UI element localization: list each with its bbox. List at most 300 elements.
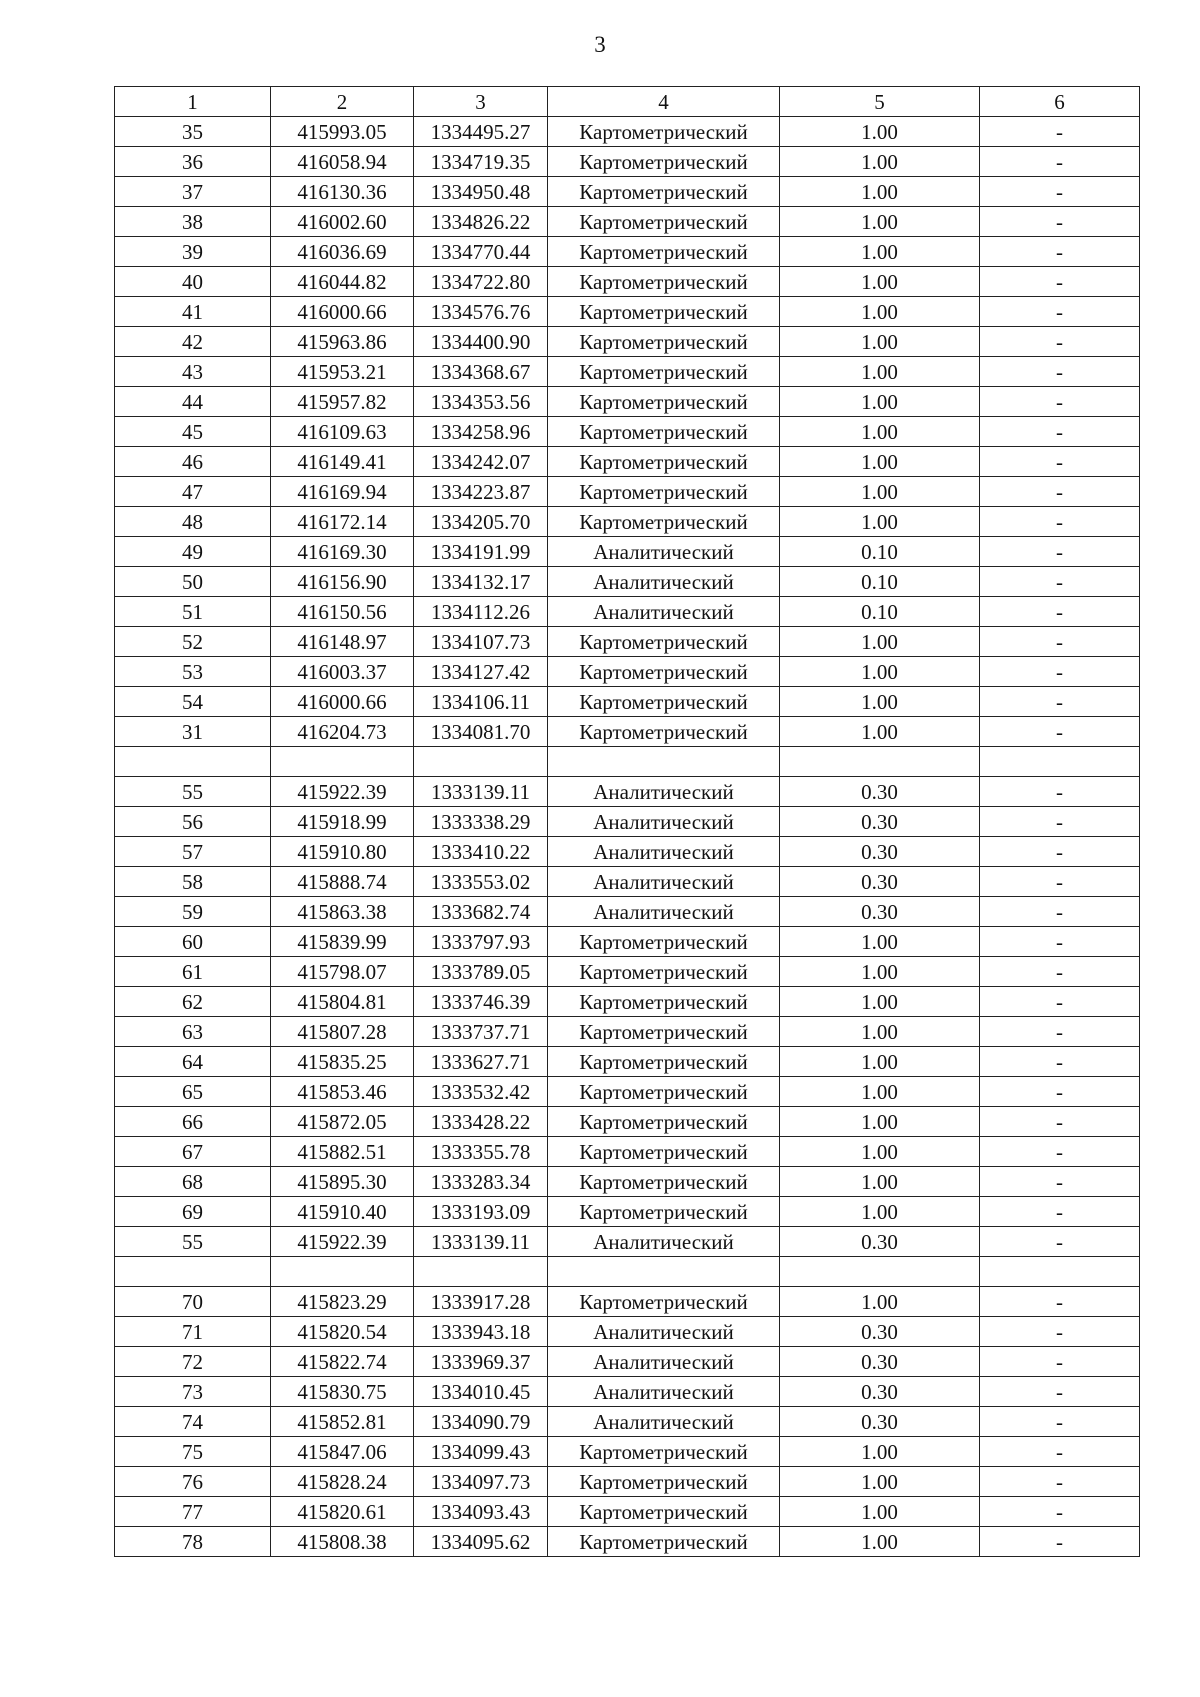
point-number-cell: 75 xyxy=(115,1437,271,1467)
point-number-cell: 63 xyxy=(115,1017,271,1047)
table-row xyxy=(115,177,1140,207)
y-coordinate-cell: 1333943.18 xyxy=(414,1317,548,1347)
table-row xyxy=(115,417,1140,447)
y-coordinate-cell: 1334495.27 xyxy=(414,117,548,147)
point-number-cell: 42 xyxy=(115,327,271,357)
y-coordinate-cell: 1334258.96 xyxy=(414,417,548,447)
accuracy-cell: 1.00 xyxy=(780,657,980,687)
x-coordinate-cell: 416058.94 xyxy=(271,147,414,177)
method-cell: Аналитический xyxy=(548,1347,780,1377)
table-row xyxy=(115,1377,1140,1407)
column-header: 6 xyxy=(980,87,1140,117)
point-number-cell: 50 xyxy=(115,567,271,597)
header-row xyxy=(115,87,1140,117)
note-cell: - xyxy=(980,1107,1140,1137)
accuracy-cell: 1.00 xyxy=(780,297,980,327)
y-coordinate-cell: 1334223.87 xyxy=(414,477,548,507)
method-cell: Аналитический xyxy=(548,1407,780,1437)
method-cell: Картометрический xyxy=(548,327,780,357)
table-row xyxy=(115,1137,1140,1167)
table-row xyxy=(115,777,1140,807)
y-coordinate-cell: 1333746.39 xyxy=(414,987,548,1017)
table-row xyxy=(115,477,1140,507)
y-coordinate-cell: 1334400.90 xyxy=(414,327,548,357)
x-coordinate-cell: 415957.82 xyxy=(271,387,414,417)
point-number-cell: 60 xyxy=(115,927,271,957)
point-number-cell: 43 xyxy=(115,357,271,387)
point-number-cell: 48 xyxy=(115,507,271,537)
y-coordinate-cell: 1334093.43 xyxy=(414,1497,548,1527)
accuracy-cell xyxy=(780,747,980,777)
note-cell: - xyxy=(980,1047,1140,1077)
note-cell: - xyxy=(980,1407,1140,1437)
point-number-cell: 39 xyxy=(115,237,271,267)
x-coordinate-cell: 415895.30 xyxy=(271,1167,414,1197)
note-cell: - xyxy=(980,177,1140,207)
x-coordinate-cell: 415807.28 xyxy=(271,1017,414,1047)
table-row xyxy=(115,717,1140,747)
x-coordinate-cell: 415808.38 xyxy=(271,1527,414,1557)
accuracy-cell: 1.00 xyxy=(780,477,980,507)
x-coordinate-cell: 416130.36 xyxy=(271,177,414,207)
point-number-cell: 69 xyxy=(115,1197,271,1227)
x-coordinate-cell: 415910.80 xyxy=(271,837,414,867)
y-coordinate-cell: 1334106.11 xyxy=(414,687,548,717)
accuracy-cell: 0.30 xyxy=(780,1347,980,1377)
table-row xyxy=(115,1497,1140,1527)
accuracy-cell: 0.10 xyxy=(780,567,980,597)
note-cell: - xyxy=(980,207,1140,237)
note-cell: - xyxy=(980,1167,1140,1197)
x-coordinate-cell: 415922.39 xyxy=(271,1227,414,1257)
x-coordinate-cell: 415953.21 xyxy=(271,357,414,387)
method-cell: Картометрический xyxy=(548,387,780,417)
x-coordinate-cell: 415888.74 xyxy=(271,867,414,897)
note-cell xyxy=(980,1257,1140,1287)
method-cell: Картометрический xyxy=(548,237,780,267)
x-coordinate-cell: 415863.38 xyxy=(271,897,414,927)
y-coordinate-cell: 1334191.99 xyxy=(414,537,548,567)
y-coordinate-cell: 1334097.73 xyxy=(414,1467,548,1497)
method-cell: Аналитический xyxy=(548,1377,780,1407)
point-number-cell: 76 xyxy=(115,1467,271,1497)
method-cell: Аналитический xyxy=(548,1227,780,1257)
note-cell: - xyxy=(980,447,1140,477)
x-coordinate-cell: 415798.07 xyxy=(271,957,414,987)
x-coordinate-cell: 416204.73 xyxy=(271,717,414,747)
accuracy-cell: 0.30 xyxy=(780,1227,980,1257)
table-row xyxy=(115,807,1140,837)
point-number-cell: 45 xyxy=(115,417,271,447)
column-header: 2 xyxy=(271,87,414,117)
y-coordinate-cell: 1334576.76 xyxy=(414,297,548,327)
accuracy-cell: 0.30 xyxy=(780,897,980,927)
point-number-cell xyxy=(115,747,271,777)
accuracy-cell: 1.00 xyxy=(780,207,980,237)
x-coordinate-cell: 416000.66 xyxy=(271,297,414,327)
table-row xyxy=(115,1317,1140,1347)
method-cell: Аналитический xyxy=(548,777,780,807)
x-coordinate-cell xyxy=(271,1257,414,1287)
accuracy-cell: 1.00 xyxy=(780,1017,980,1047)
note-cell: - xyxy=(980,1317,1140,1347)
y-coordinate-cell: 1333682.74 xyxy=(414,897,548,927)
note-cell: - xyxy=(980,1197,1140,1227)
table-row xyxy=(115,1287,1140,1317)
table-row xyxy=(115,837,1140,867)
table-row xyxy=(115,1077,1140,1107)
note-cell: - xyxy=(980,567,1140,597)
y-coordinate-cell: 1333917.28 xyxy=(414,1287,548,1317)
accuracy-cell: 1.00 xyxy=(780,957,980,987)
point-number-cell: 72 xyxy=(115,1347,271,1377)
x-coordinate-cell: 415830.75 xyxy=(271,1377,414,1407)
method-cell: Картометрический xyxy=(548,207,780,237)
point-number-cell: 38 xyxy=(115,207,271,237)
separator-row xyxy=(115,1257,1140,1287)
point-number-cell: 57 xyxy=(115,837,271,867)
table-row xyxy=(115,927,1140,957)
accuracy-cell: 1.00 xyxy=(780,357,980,387)
table-row xyxy=(115,1347,1140,1377)
point-number-cell: 78 xyxy=(115,1527,271,1557)
x-coordinate-cell: 415918.99 xyxy=(271,807,414,837)
table-row xyxy=(115,957,1140,987)
note-cell: - xyxy=(980,1287,1140,1317)
table-row xyxy=(115,657,1140,687)
note-cell: - xyxy=(980,1437,1140,1467)
column-header: 5 xyxy=(780,87,980,117)
accuracy-cell: 1.00 xyxy=(780,327,980,357)
table-row xyxy=(115,117,1140,147)
note-cell: - xyxy=(980,477,1140,507)
note-cell: - xyxy=(980,1527,1140,1557)
x-coordinate-cell: 415872.05 xyxy=(271,1107,414,1137)
note-cell: - xyxy=(980,387,1140,417)
note-cell: - xyxy=(980,297,1140,327)
method-cell: Картометрический xyxy=(548,1287,780,1317)
table-row xyxy=(115,1227,1140,1257)
point-number-cell: 73 xyxy=(115,1377,271,1407)
note-cell: - xyxy=(980,1467,1140,1497)
column-header: 3 xyxy=(414,87,548,117)
x-coordinate-cell: 415820.54 xyxy=(271,1317,414,1347)
method-cell: Картометрический xyxy=(548,687,780,717)
point-number-cell: 71 xyxy=(115,1317,271,1347)
method-cell: Картометрический xyxy=(548,627,780,657)
accuracy-cell: 1.00 xyxy=(780,1107,980,1137)
x-coordinate-cell: 416172.14 xyxy=(271,507,414,537)
y-coordinate-cell: 1334132.17 xyxy=(414,567,548,597)
accuracy-cell: 1.00 xyxy=(780,1167,980,1197)
note-cell: - xyxy=(980,897,1140,927)
point-number-cell: 68 xyxy=(115,1167,271,1197)
accuracy-cell: 1.00 xyxy=(780,117,980,147)
note-cell: - xyxy=(980,597,1140,627)
method-cell: Картометрический xyxy=(548,657,780,687)
note-cell: - xyxy=(980,687,1140,717)
method-cell: Картометрический xyxy=(548,1047,780,1077)
table-row xyxy=(115,507,1140,537)
method-cell: Аналитический xyxy=(548,597,780,627)
note-cell: - xyxy=(980,837,1140,867)
point-number-cell: 55 xyxy=(115,777,271,807)
method-cell: Картометрический xyxy=(548,1077,780,1107)
x-coordinate-cell: 415922.39 xyxy=(271,777,414,807)
note-cell: - xyxy=(980,717,1140,747)
y-coordinate-cell: 1334090.79 xyxy=(414,1407,548,1437)
accuracy-cell: 0.30 xyxy=(780,1317,980,1347)
table-row xyxy=(115,687,1140,717)
table-row xyxy=(115,147,1140,177)
method-cell: Картометрический xyxy=(548,117,780,147)
point-number-cell: 49 xyxy=(115,537,271,567)
note-cell: - xyxy=(980,777,1140,807)
accuracy-cell: 0.10 xyxy=(780,537,980,567)
x-coordinate-cell: 416002.60 xyxy=(271,207,414,237)
y-coordinate-cell: 1334112.26 xyxy=(414,597,548,627)
note-cell: - xyxy=(980,117,1140,147)
method-cell: Картометрический xyxy=(548,987,780,1017)
note-cell: - xyxy=(980,1137,1140,1167)
table-row xyxy=(115,1467,1140,1497)
note-cell: - xyxy=(980,1227,1140,1257)
x-coordinate-cell: 415820.61 xyxy=(271,1497,414,1527)
y-coordinate-cell: 1333969.37 xyxy=(414,1347,548,1377)
point-number-cell: 59 xyxy=(115,897,271,927)
method-cell: Картометрический xyxy=(548,147,780,177)
accuracy-cell: 1.00 xyxy=(780,417,980,447)
table-row xyxy=(115,1527,1140,1557)
note-cell: - xyxy=(980,1347,1140,1377)
method-cell: Картометрический xyxy=(548,1467,780,1497)
y-coordinate-cell: 1333410.22 xyxy=(414,837,548,867)
accuracy-cell: 1.00 xyxy=(780,1137,980,1167)
accuracy-cell: 1.00 xyxy=(780,1497,980,1527)
note-cell: - xyxy=(980,927,1140,957)
y-coordinate-cell: 1333428.22 xyxy=(414,1107,548,1137)
method-cell xyxy=(548,1257,780,1287)
method-cell: Аналитический xyxy=(548,1317,780,1347)
y-coordinate-cell: 1333139.11 xyxy=(414,1227,548,1257)
note-cell: - xyxy=(980,1077,1140,1107)
note-cell: - xyxy=(980,987,1140,1017)
method-cell: Картометрический xyxy=(548,1167,780,1197)
note-cell: - xyxy=(980,1497,1140,1527)
table-row xyxy=(115,237,1140,267)
accuracy-cell: 1.00 xyxy=(780,387,980,417)
y-coordinate-cell: 1333737.71 xyxy=(414,1017,548,1047)
point-number-cell: 64 xyxy=(115,1047,271,1077)
table-row xyxy=(115,297,1140,327)
column-header: 4 xyxy=(548,87,780,117)
note-cell: - xyxy=(980,807,1140,837)
note-cell: - xyxy=(980,1017,1140,1047)
method-cell: Картометрический xyxy=(548,717,780,747)
accuracy-cell: 1.00 xyxy=(780,1197,980,1227)
accuracy-cell: 0.10 xyxy=(780,597,980,627)
table-row xyxy=(115,897,1140,927)
table-row xyxy=(115,327,1140,357)
method-cell: Картометрический xyxy=(548,1017,780,1047)
table-row xyxy=(115,267,1140,297)
method-cell: Картометрический xyxy=(548,1137,780,1167)
x-coordinate-cell: 415835.25 xyxy=(271,1047,414,1077)
x-coordinate-cell: 415853.46 xyxy=(271,1077,414,1107)
point-number-cell: 58 xyxy=(115,867,271,897)
x-coordinate-cell: 416003.37 xyxy=(271,657,414,687)
x-coordinate-cell: 416109.63 xyxy=(271,417,414,447)
accuracy-cell: 0.30 xyxy=(780,837,980,867)
x-coordinate-cell: 416000.66 xyxy=(271,687,414,717)
point-number-cell: 56 xyxy=(115,807,271,837)
method-cell: Картометрический xyxy=(548,477,780,507)
y-coordinate-cell: 1333789.05 xyxy=(414,957,548,987)
y-coordinate-cell: 1333797.93 xyxy=(414,927,548,957)
x-coordinate-cell: 416044.82 xyxy=(271,267,414,297)
point-number-cell: 40 xyxy=(115,267,271,297)
accuracy-cell: 1.00 xyxy=(780,987,980,1017)
method-cell: Картометрический xyxy=(548,267,780,297)
table-row xyxy=(115,597,1140,627)
note-cell: - xyxy=(980,147,1140,177)
table-row xyxy=(115,1167,1140,1197)
note-cell: - xyxy=(980,657,1140,687)
accuracy-cell: 0.30 xyxy=(780,1407,980,1437)
table-row xyxy=(115,1407,1140,1437)
y-coordinate-cell: 1333532.42 xyxy=(414,1077,548,1107)
table-row xyxy=(115,357,1140,387)
x-coordinate-cell: 415882.51 xyxy=(271,1137,414,1167)
method-cell: Картометрический xyxy=(548,447,780,477)
note-cell: - xyxy=(980,267,1140,297)
note-cell: - xyxy=(980,957,1140,987)
point-number-cell: 31 xyxy=(115,717,271,747)
y-coordinate-cell: 1334095.62 xyxy=(414,1527,548,1557)
x-coordinate-cell: 415828.24 xyxy=(271,1467,414,1497)
point-number-cell: 62 xyxy=(115,987,271,1017)
x-coordinate-cell: 416148.97 xyxy=(271,627,414,657)
table-row xyxy=(115,387,1140,417)
accuracy-cell: 0.30 xyxy=(780,777,980,807)
accuracy-cell: 1.00 xyxy=(780,687,980,717)
table-row xyxy=(115,537,1140,567)
x-coordinate-cell: 415993.05 xyxy=(271,117,414,147)
y-coordinate-cell: 1334205.70 xyxy=(414,507,548,537)
table-row xyxy=(115,207,1140,237)
method-cell: Аналитический xyxy=(548,567,780,597)
y-coordinate-cell: 1334081.70 xyxy=(414,717,548,747)
method-cell xyxy=(548,747,780,777)
page-number: 3 xyxy=(594,32,606,57)
y-coordinate-cell: 1333193.09 xyxy=(414,1197,548,1227)
note-cell: - xyxy=(980,507,1140,537)
separator-row xyxy=(115,747,1140,777)
accuracy-cell: 1.00 xyxy=(780,1077,980,1107)
point-number-cell xyxy=(115,1257,271,1287)
note-cell: - xyxy=(980,627,1140,657)
table-row xyxy=(115,1107,1140,1137)
method-cell: Картометрический xyxy=(548,507,780,537)
method-cell: Картометрический xyxy=(548,177,780,207)
x-coordinate-cell: 415804.81 xyxy=(271,987,414,1017)
accuracy-cell: 1.00 xyxy=(780,147,980,177)
method-cell: Аналитический xyxy=(548,897,780,927)
method-cell: Картометрический xyxy=(548,1527,780,1557)
y-coordinate-cell: 1334719.35 xyxy=(414,147,548,177)
point-number-cell: 35 xyxy=(115,117,271,147)
table-row xyxy=(115,867,1140,897)
y-coordinate-cell: 1333139.11 xyxy=(414,777,548,807)
x-coordinate-cell: 415847.06 xyxy=(271,1437,414,1467)
note-cell: - xyxy=(980,867,1140,897)
point-number-cell: 67 xyxy=(115,1137,271,1167)
note-cell: - xyxy=(980,417,1140,447)
y-coordinate-cell: 1334722.80 xyxy=(414,267,548,297)
y-coordinate-cell: 1334010.45 xyxy=(414,1377,548,1407)
point-number-cell: 51 xyxy=(115,597,271,627)
y-coordinate-cell: 1333283.34 xyxy=(414,1167,548,1197)
x-coordinate-cell: 416169.30 xyxy=(271,537,414,567)
method-cell: Картометрический xyxy=(548,1497,780,1527)
point-number-cell: 44 xyxy=(115,387,271,417)
accuracy-cell: 1.00 xyxy=(780,1287,980,1317)
note-cell xyxy=(980,747,1140,777)
y-coordinate-cell: 1333355.78 xyxy=(414,1137,548,1167)
method-cell: Картометрический xyxy=(548,1197,780,1227)
note-cell: - xyxy=(980,357,1140,387)
method-cell: Аналитический xyxy=(548,837,780,867)
table-row xyxy=(115,567,1140,597)
y-coordinate-cell xyxy=(414,1257,548,1287)
method-cell: Картометрический xyxy=(548,417,780,447)
accuracy-cell: 1.00 xyxy=(780,507,980,537)
method-cell: Картометрический xyxy=(548,297,780,327)
accuracy-cell: 0.30 xyxy=(780,867,980,897)
table-row xyxy=(115,627,1140,657)
method-cell: Картометрический xyxy=(548,357,780,387)
point-number-cell: 41 xyxy=(115,297,271,327)
x-coordinate-cell: 415852.81 xyxy=(271,1407,414,1437)
accuracy-cell: 1.00 xyxy=(780,177,980,207)
y-coordinate-cell: 1334950.48 xyxy=(414,177,548,207)
note-cell: - xyxy=(980,327,1140,357)
accuracy-cell: 1.00 xyxy=(780,267,980,297)
x-coordinate-cell: 416169.94 xyxy=(271,477,414,507)
y-coordinate-cell: 1334826.22 xyxy=(414,207,548,237)
method-cell: Картометрический xyxy=(548,1437,780,1467)
accuracy-cell: 1.00 xyxy=(780,1527,980,1557)
column-header: 1 xyxy=(115,87,271,117)
y-coordinate-cell xyxy=(414,747,548,777)
x-coordinate-cell: 416156.90 xyxy=(271,567,414,597)
point-number-cell: 66 xyxy=(115,1107,271,1137)
point-number-cell: 52 xyxy=(115,627,271,657)
x-coordinate-cell xyxy=(271,747,414,777)
table-row xyxy=(115,1047,1140,1077)
point-number-cell: 77 xyxy=(115,1497,271,1527)
table-row xyxy=(115,1197,1140,1227)
point-number-cell: 74 xyxy=(115,1407,271,1437)
accuracy-cell: 0.30 xyxy=(780,807,980,837)
note-cell: - xyxy=(980,537,1140,567)
method-cell: Аналитический xyxy=(548,807,780,837)
y-coordinate-cell: 1334368.67 xyxy=(414,357,548,387)
point-number-cell: 47 xyxy=(115,477,271,507)
table-row xyxy=(115,1017,1140,1047)
x-coordinate-cell: 415910.40 xyxy=(271,1197,414,1227)
point-number-cell: 70 xyxy=(115,1287,271,1317)
